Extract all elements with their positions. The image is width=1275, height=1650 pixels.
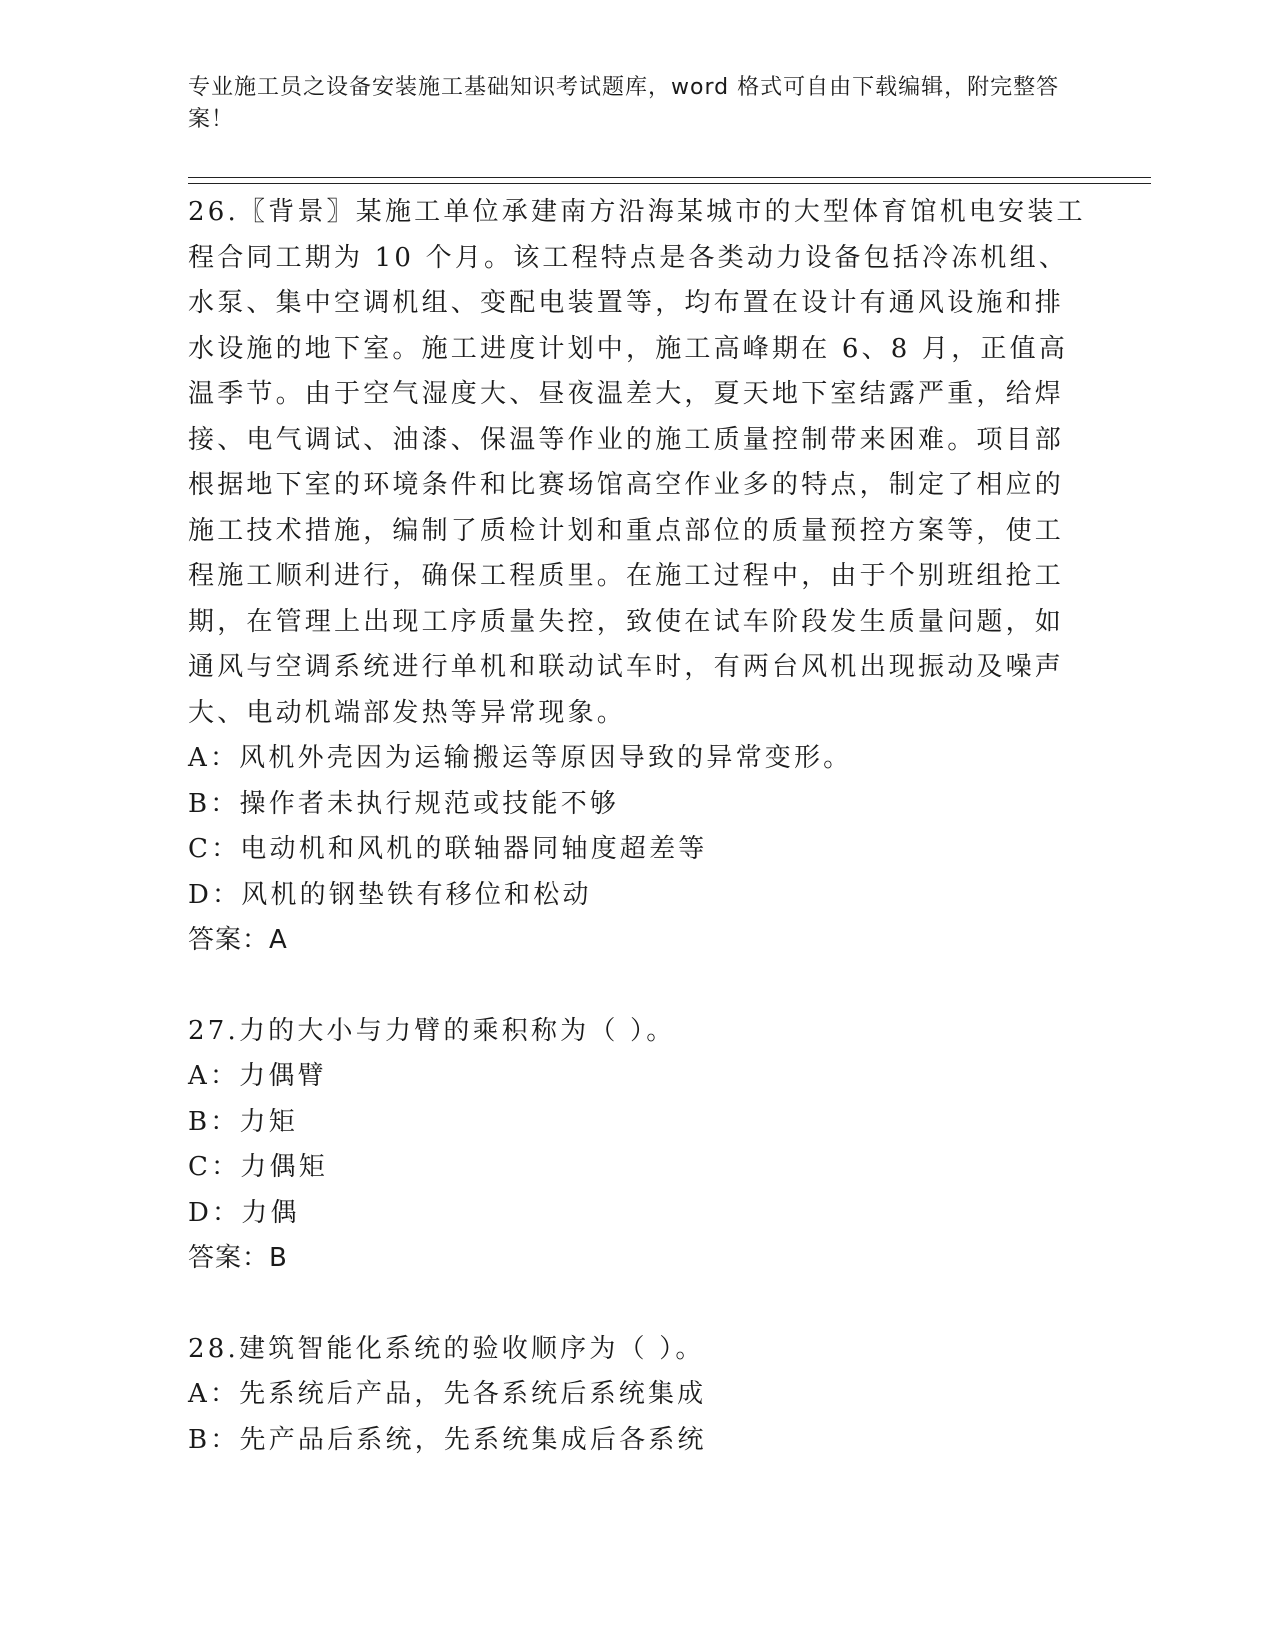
option-b: B：操作者未执行规范或技能不够: [188, 788, 620, 819]
question-list: [188, 190, 1088, 1463]
answer: 答案：B: [188, 1243, 288, 1273]
question-26: [188, 190, 1088, 964]
option-a: A：力偶臂: [188, 1061, 327, 1091]
option-b: B：力矩: [188, 1106, 298, 1137]
question-text: 27.力的大小与力臂的乘积称为（ ）。: [188, 1015, 676, 1046]
spacer: [188, 1282, 1088, 1327]
header-rule-bottom: [188, 183, 1151, 184]
option-a: A：先系统后产品，先各系统后系统集成: [188, 1379, 707, 1409]
question-28: [188, 1327, 1088, 1464]
question-27: [188, 1009, 1088, 1282]
option-b: B：先产品后系统，先系统集成后各系统: [188, 1424, 707, 1455]
option-d: D：风机的钢垫铁有移位和松动: [188, 879, 592, 910]
question-text: 26.〖背景〗某施工单位承建南方沿海某城市的大型体育馆机电安装工程合同工期为 10 个月。该工程特点是各类动力设备包括冷冻机组、水泵、集中空调机组、变配电装置等，均布置在设计有通风设施和排水设施的地下室。施工进度计划中，施工高峰期在 6、8 月，正值高温季节。由于空气湿度大、昼夜温差大，夏天地下室结露严重，给焊接、电气调试、油漆、保温等作业的施工质量控制带来困难。项目部根据地下室的环境条件和比赛场馆高空作业多的特点，制定了相应的施工技术措施，编制了质检计划和重点部位的质量预控方案等，使工程施工顺利进行，确保工程质里。在施工过程中，由于个别班组抢工期，在管理上出现工序质量失控，致使在试车阶段发生质量问题，如通风与空调系统进行单机和联动试车时，有两台风机出现振动及噪声大、电动机端部发热等异常现象。: [188, 197, 1086, 728]
option-d: D：力偶: [188, 1197, 300, 1228]
answer: 答案：A: [188, 925, 288, 955]
question-text: 28.建筑智能化系统的验收顺序为（ ）。: [188, 1333, 705, 1364]
option-c: C：力偶矩: [188, 1152, 328, 1182]
header-rule-top: [188, 177, 1151, 178]
spacer: [188, 964, 1088, 1009]
option-a: A：风机外壳因为运输搬运等原因导致的异常变形。: [188, 743, 853, 773]
document-header: 专业施工员之设备安装施工基础知识考试题库，word 格式可自由下载编辑，附完整答案！: [188, 75, 1060, 132]
option-c: C：电动机和风机的联轴器同轴度超差等: [188, 834, 708, 864]
